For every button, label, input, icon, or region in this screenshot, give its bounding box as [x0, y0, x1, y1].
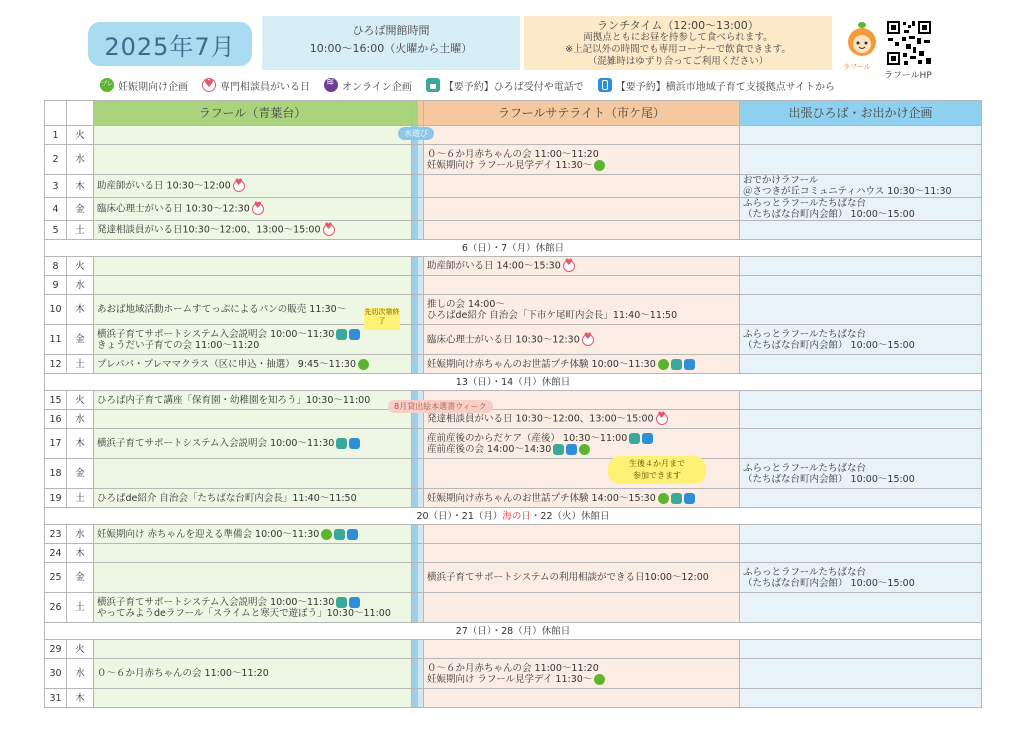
lunch-info	[524, 16, 832, 70]
lunch-line2: ※上記以外の時間でも専用コーナーで飲食できます。	[565, 44, 791, 55]
hours-time: 10:00～16:00（火曜から土曜）	[309, 42, 473, 55]
phone-icon	[349, 438, 360, 449]
closed-row: 6（日）・7（月）休館日	[45, 240, 982, 257]
closed-row: 20（日）・21（月）海の日・22（火）休館日	[45, 508, 982, 525]
phone-icon	[642, 433, 653, 444]
lunch-title: ランチタイム（12:00～13:00）	[597, 19, 759, 32]
heart-icon	[582, 334, 594, 346]
table-row: 2 水 ０～６か月赤ちゃんの会 11:00～11:20 妊娠期向け ラフール見学デイ 11:30～	[45, 145, 982, 175]
age-note: 生後４か月まで 参加できます	[608, 456, 706, 484]
table-header	[45, 101, 982, 126]
table-row: 31 木	[45, 689, 982, 708]
legend-consult-label: 専門相談員がいる日	[220, 81, 310, 93]
table-row: 1 火	[45, 126, 982, 145]
legend-consult	[202, 78, 310, 93]
table-row: 12 土 プレパパ・プレママクラス（区に申込・抽選） 9:45～11:30 妊娠期向け赤ちゃんのお世話プチ体験 10:00～11:30	[45, 355, 982, 374]
lock-icon	[336, 329, 347, 340]
heart-icon	[233, 180, 245, 192]
lock-icon	[334, 529, 345, 540]
lock-icon	[671, 359, 682, 370]
pre-icon	[658, 359, 669, 370]
opening-hours	[262, 16, 520, 70]
wifi-icon	[324, 78, 338, 92]
lock-icon	[336, 597, 347, 608]
table-row: 25 金 横浜子育てサポートシステムの利用相談ができる日10:00～12:00 ふらっとラフールたちばな台 （たちばな台町内会館） 10:00～15:00	[45, 563, 982, 593]
table-row: 3 木 助産師がいる日 10:30～12:00♥ おでかけラフール ＠さつきが丘コミュニティハウス 10:30～11:30	[45, 175, 982, 198]
table-row: 15 火 ひろば内子育て講座「保育園・幼稚園を知ろう」10:30～11:00	[45, 391, 982, 410]
legend-pre-label: 妊娠期向け企画	[118, 81, 188, 93]
legend-online	[324, 78, 412, 93]
pre-icon	[579, 444, 590, 455]
legend-lock	[426, 78, 584, 93]
table-row: 10 木 あおば地域活動ホームすてっぷによるパンの販売 11:30～ 推しの会 14:00～ ひろばde紹介 自治会「下市ケ尾町内会長」11:40～11:50	[45, 295, 982, 325]
deadline-note: 先切次第終了	[364, 308, 400, 330]
legend-pre	[100, 78, 188, 93]
table-row: 16 水 発達相談員がいる日 10:30～12:00、13:00～15:00♥	[45, 410, 982, 429]
phone-icon	[566, 444, 577, 455]
table-row: 17 木 横浜子育てサポートシステム入会説明会 10:00～11:30 産前産後のからだケア（産後） 10:30～11:00 産前産後の会 14:00～14:30	[45, 429, 982, 459]
lock-icon	[553, 444, 564, 455]
legend	[100, 76, 849, 94]
hp-label: ラフールHP	[884, 71, 932, 81]
pre-icon	[358, 359, 369, 370]
closed-row: 27（日）・28（月）休館日	[45, 623, 982, 640]
table-row: 4 金 臨床心理士がいる日 10:30～12:30♥ ふらっとラフールたちばな台 （たちばな台町内会館） 10:00～15:00	[45, 198, 982, 221]
col-header-outing: 出張ひろば・お出かけ企画	[740, 101, 982, 126]
lock-icon	[426, 78, 440, 92]
hours-title: ひろば開館時間	[352, 24, 430, 37]
legend-lock-label: 【要予約】ひろば受付や電話で	[443, 81, 584, 93]
table-row: 23 水 妊娠期向け 赤ちゃんを迎える準備会 10:00～11:30	[45, 525, 982, 544]
legend-phone-label: 【要予約】横浜市地域子育て支援拠点サイトから	[615, 81, 836, 93]
logo-label: ラフール	[843, 63, 871, 71]
heart-icon	[323, 224, 335, 236]
table-row: 9 水	[45, 276, 982, 295]
lunch-line3: （混雑時はゆずり合ってご利用ください）	[587, 56, 769, 67]
phone-icon	[349, 329, 360, 340]
legend-online-label: オンライン企画	[342, 81, 412, 93]
lock-icon	[629, 433, 640, 444]
table-row: 26 土 横浜子育てサポートシステム入会説明会 10:00～11:30 やってみようdeラフール「スライムと寒天で遊ぼう」10:30～11:00	[45, 593, 982, 623]
calendar-table	[44, 100, 982, 708]
book-week-badge: 8月貸出絵本選書ウィーク	[388, 400, 493, 413]
table-row: 24 木	[45, 544, 982, 563]
lock-icon	[671, 493, 682, 504]
table-row: 11 金 横浜子育てサポートシステム入会説明会 10:00～11:30 きょうだい子育ての会 11:00～11:20 臨床心理士がいる日 10:30～12:30♥ ふらっとラフールたちばな台 （たちばな台町内会館） 10:00～15:00	[45, 325, 982, 355]
table-row: 19 土 ひろばde紹介 自治会「たちばな台町内会長」11:40～11:50 妊娠期向け赤ちゃんのお世話プチ体験 14:00～15:30	[45, 489, 982, 508]
table-row: 30 水 ０～６か月赤ちゃんの会 11:00～11:20 ０～６か月赤ちゃんの会 11:00～11:20 妊娠期向け ラフール見学デイ 11:30～	[45, 659, 982, 689]
table-row: 8 火 助産師がいる日 14:00～15:30♥	[45, 257, 982, 276]
table-row: 29 火	[45, 640, 982, 659]
qr-code-icon[interactable]	[886, 20, 932, 66]
heart-icon	[656, 413, 668, 425]
heart-icon	[252, 203, 264, 215]
phone-icon	[349, 597, 360, 608]
heart-icon	[202, 78, 216, 92]
phone-icon	[598, 78, 612, 92]
page-title: 2025年7月	[88, 22, 252, 66]
water-play-badge: 水遊び	[398, 127, 434, 140]
phone-icon	[684, 359, 695, 370]
heart-icon	[563, 260, 575, 272]
col-header-ichigao: ラフールサテライト（市ケ尾）	[424, 101, 740, 126]
pre-icon	[658, 493, 669, 504]
phone-icon	[347, 529, 358, 540]
col-header-aobadai: ラフール（青葉台）	[94, 101, 412, 126]
pre-icon: プレ	[100, 78, 114, 92]
lock-icon	[336, 438, 347, 449]
lunch-line1: 両拠点ともにお昼を持参して食べられます。	[583, 32, 773, 43]
raffle-logo	[844, 20, 880, 60]
legend-phone	[598, 78, 835, 93]
table-row: 5 土 発達相談員がいる日10:30～12:00、13:00～15:00♥	[45, 221, 982, 240]
pre-icon	[594, 160, 605, 171]
table-row: 18 金 ふらっとラフールたちばな台 （たちばな台町内会館） 10:00～15:00	[45, 459, 982, 489]
pre-icon	[594, 674, 605, 685]
closed-row: 13（日）・14（月）休館日	[45, 374, 982, 391]
phone-icon	[684, 493, 695, 504]
pre-icon	[321, 529, 332, 540]
